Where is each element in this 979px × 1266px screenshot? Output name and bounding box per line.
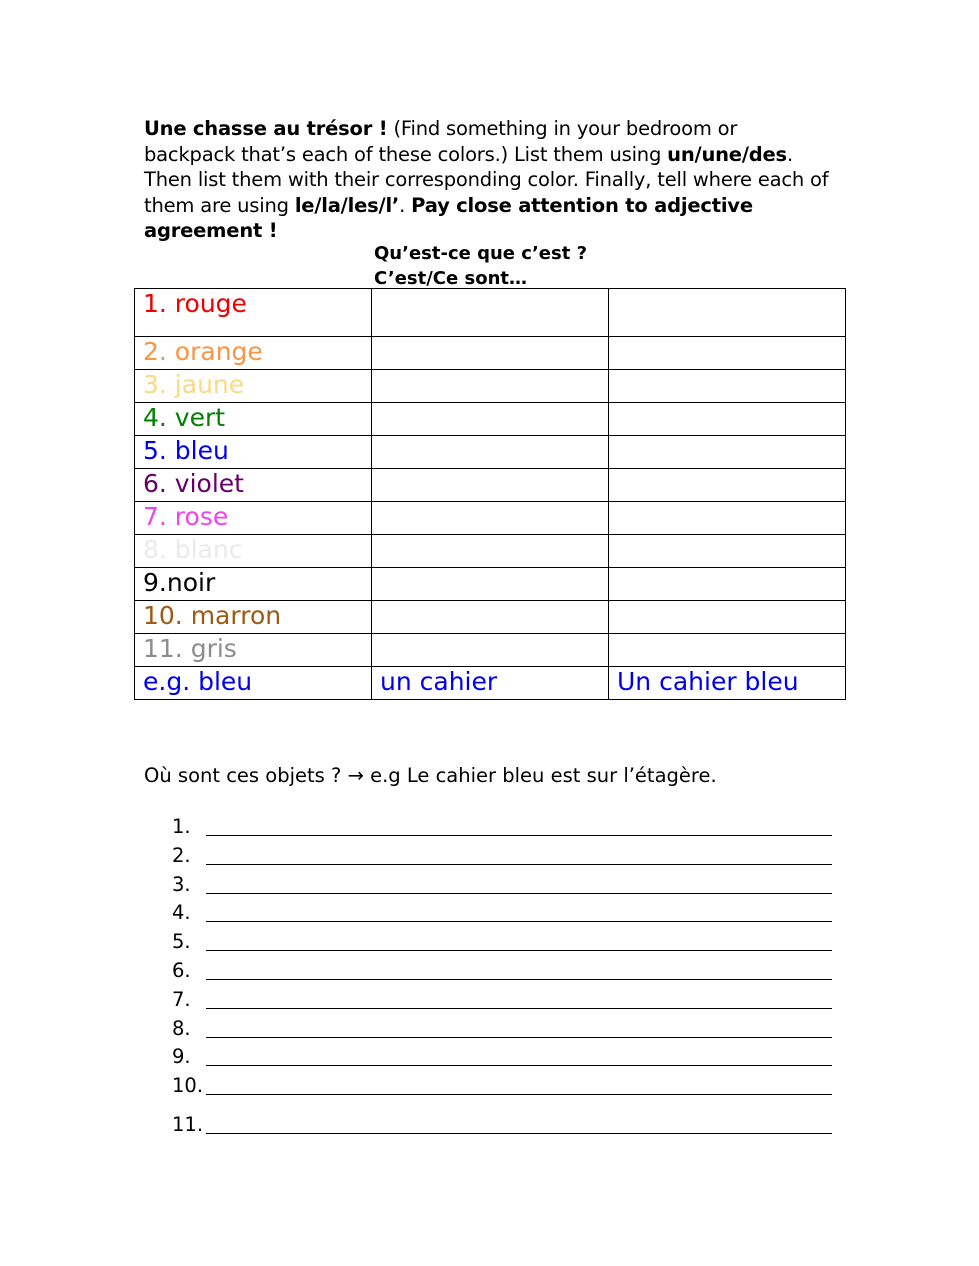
table-row bbox=[135, 535, 846, 568]
answer-rule bbox=[206, 1037, 832, 1038]
answer-rule bbox=[206, 1133, 832, 1134]
color-cell bbox=[135, 601, 372, 634]
answer-line[interactable] bbox=[172, 1072, 842, 1101]
object-color-cell[interactable] bbox=[609, 436, 846, 469]
answer-line[interactable] bbox=[172, 1015, 842, 1044]
answer-line[interactable] bbox=[172, 871, 842, 900]
answer-line[interactable] bbox=[172, 1111, 842, 1140]
table-row bbox=[135, 502, 846, 535]
color-label: 10. marron bbox=[143, 601, 282, 630]
answer-rule bbox=[206, 979, 832, 980]
answer-number: 1. bbox=[172, 815, 191, 838]
color-cell bbox=[135, 469, 372, 502]
instructions bbox=[144, 116, 834, 244]
answer-number: 10. bbox=[172, 1074, 204, 1098]
example-object-color-cell: Un cahier bleu bbox=[609, 667, 846, 700]
instructions-text-3: . bbox=[399, 193, 412, 217]
object-color-cell[interactable] bbox=[609, 634, 846, 667]
answer-rule bbox=[206, 921, 832, 922]
color-cell bbox=[135, 436, 372, 469]
color-table bbox=[134, 288, 846, 700]
answer-rule bbox=[206, 835, 832, 836]
color-cell bbox=[135, 634, 372, 667]
answer-number: 3. bbox=[172, 872, 191, 896]
answer-rule bbox=[206, 893, 832, 894]
table-row bbox=[135, 370, 846, 403]
object-cell[interactable] bbox=[372, 370, 609, 403]
instructions-text-1: (Find something in your bedroom or backpack that’s each of these colors.) List them using bbox=[144, 117, 738, 166]
object-color-cell[interactable] bbox=[609, 502, 846, 535]
color-cell bbox=[135, 370, 372, 403]
answer-rule bbox=[206, 1008, 832, 1009]
answer-line[interactable] bbox=[172, 986, 842, 1015]
answer-line[interactable] bbox=[172, 842, 842, 871]
example-color-cell: e.g. bleu bbox=[135, 667, 372, 700]
color-label: 4. vert bbox=[143, 403, 226, 432]
color-cell bbox=[135, 403, 372, 436]
object-cell[interactable] bbox=[372, 469, 609, 502]
answer-number: 6. bbox=[172, 958, 191, 982]
answer-number: 7. bbox=[172, 987, 191, 1011]
answer-number: 2. bbox=[172, 843, 191, 867]
object-cell[interactable] bbox=[372, 535, 609, 568]
answer-number: 11. bbox=[172, 1112, 204, 1136]
object-cell[interactable] bbox=[372, 568, 609, 601]
color-label: 2. orange bbox=[143, 337, 263, 366]
object-cell[interactable] bbox=[372, 337, 609, 370]
table-row bbox=[135, 469, 846, 502]
column-heading-line-2: C’est/Ce sont… bbox=[374, 268, 527, 289]
answer-line[interactable] bbox=[172, 928, 842, 957]
object-cell[interactable] bbox=[372, 601, 609, 634]
color-cell bbox=[135, 568, 372, 601]
answer-rule bbox=[206, 950, 832, 951]
color-label: 6. violet bbox=[143, 469, 244, 498]
answer-line[interactable] bbox=[172, 957, 842, 986]
instructions-bold-2: le/la/les/l’ bbox=[294, 193, 400, 217]
color-label: 11. gris bbox=[143, 634, 237, 663]
object-color-cell[interactable] bbox=[609, 289, 846, 337]
object-cell[interactable] bbox=[372, 403, 609, 436]
table-row bbox=[135, 601, 846, 634]
object-color-cell[interactable] bbox=[609, 568, 846, 601]
answer-lines bbox=[172, 813, 842, 1140]
table-row bbox=[135, 403, 846, 436]
object-cell[interactable] bbox=[372, 502, 609, 535]
object-cell[interactable] bbox=[372, 436, 609, 469]
table-row bbox=[135, 436, 846, 469]
location-question: Où sont ces objets ? → e.g Le cahier bleu est sur l’étagère. bbox=[144, 764, 717, 787]
table-row bbox=[135, 289, 846, 337]
color-cell bbox=[135, 502, 372, 535]
answer-rule bbox=[206, 1065, 832, 1066]
instructions-bold-3: Pay close attention to adjective agreement ! bbox=[144, 193, 753, 242]
answer-number: 5. bbox=[172, 930, 191, 954]
table-row bbox=[135, 337, 846, 370]
answer-line[interactable] bbox=[172, 813, 842, 842]
color-label: 9.noir bbox=[143, 568, 216, 597]
column-heading bbox=[374, 241, 587, 291]
instructions-bold-1: un/une/des bbox=[667, 142, 787, 166]
example-object-cell: un cahier bbox=[372, 667, 609, 700]
color-label: 7. rose bbox=[143, 502, 229, 531]
object-color-cell[interactable] bbox=[609, 535, 846, 568]
color-label: 3. jaune bbox=[143, 370, 245, 399]
answer-number: 4. bbox=[172, 901, 191, 925]
color-label: 5. bleu bbox=[143, 436, 229, 465]
table-row bbox=[135, 634, 846, 667]
color-cell bbox=[135, 337, 372, 370]
object-color-cell[interactable] bbox=[609, 370, 846, 403]
color-cell bbox=[135, 289, 372, 337]
example-row bbox=[135, 667, 846, 700]
color-cell bbox=[135, 535, 372, 568]
object-color-cell[interactable] bbox=[609, 337, 846, 370]
object-cell[interactable] bbox=[372, 634, 609, 667]
worksheet-title: Une chasse au trésor ! bbox=[144, 117, 388, 140]
color-label: 8. blanc bbox=[143, 535, 243, 564]
answer-rule bbox=[206, 864, 832, 865]
answer-number: 8. bbox=[172, 1016, 191, 1040]
object-color-cell[interactable] bbox=[609, 469, 846, 502]
instructions-text-2: . Then list them with their corresponding color. Finally, tell where each of them are using bbox=[144, 142, 829, 217]
object-color-cell[interactable] bbox=[609, 601, 846, 634]
answer-rule bbox=[206, 1094, 832, 1095]
object-color-cell[interactable] bbox=[609, 403, 846, 436]
column-heading-line-1: Qu’est-ce que c’est ? bbox=[374, 243, 588, 264]
object-cell[interactable] bbox=[372, 289, 609, 337]
color-label: 1. rouge bbox=[143, 289, 247, 318]
answer-line[interactable] bbox=[172, 1043, 842, 1072]
answer-line[interactable] bbox=[172, 899, 842, 928]
table-row bbox=[135, 568, 846, 601]
answer-number: 9. bbox=[172, 1045, 191, 1069]
